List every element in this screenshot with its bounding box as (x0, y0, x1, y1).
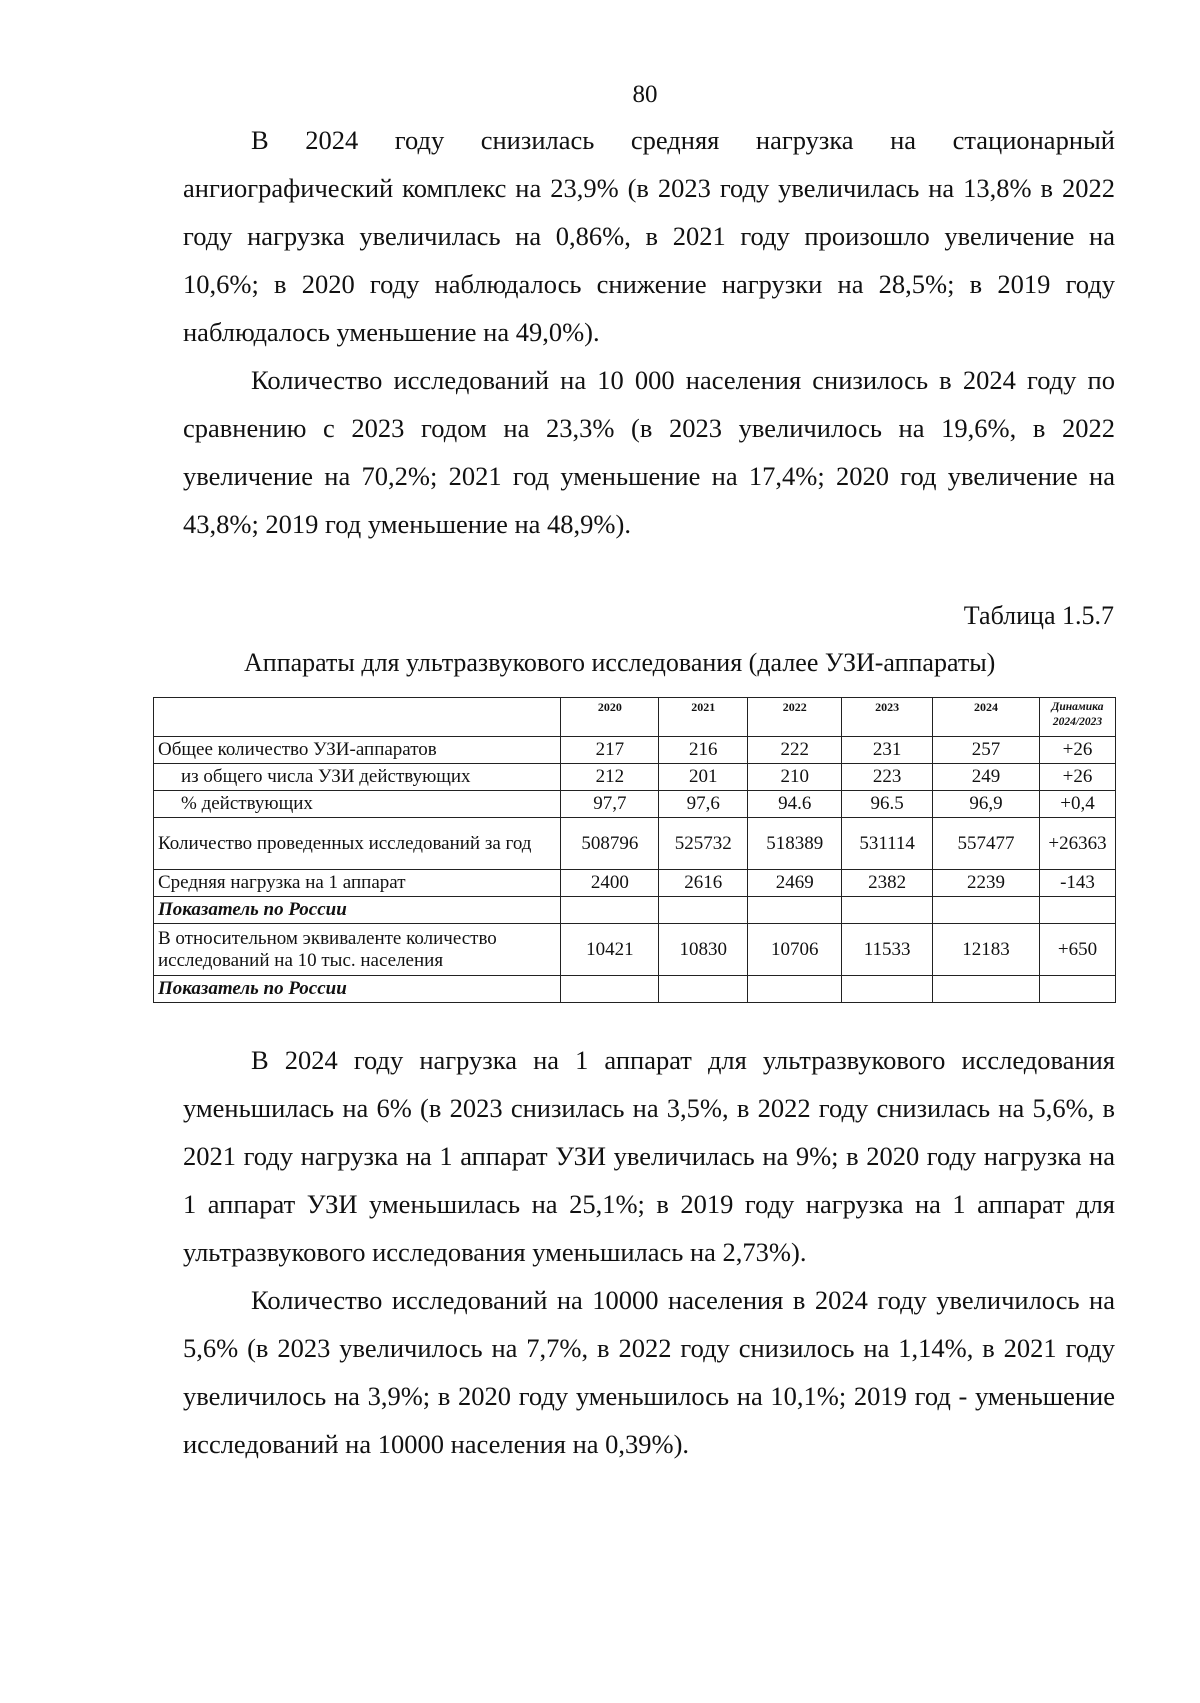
row-label: % действующих (154, 791, 561, 818)
cell-2024 (933, 897, 1040, 924)
cell-2020: 10421 (561, 924, 659, 976)
paragraph-ultrasound-load: В 2024 году нагрузка на 1 аппарат для ультразвукового исследования уменьшилась на 6% (в 2023 снизилась на 3,5%, в 2022 году снизилась на 5,6%, в 2021 году нагрузка на 1 аппарат УЗИ увеличилась на 9%; в 2020 году нагрузка на 1 аппарат УЗИ уменьшилась на 25,1%; в 2019 году нагрузка на 1 аппарат для ультразвукового исследования уменьшилась на 2,73%). (183, 1045, 1115, 1267)
cell-2021: 10830 (659, 924, 748, 976)
header-2024: 2024 (933, 698, 1040, 737)
cell-dynamics: +650 (1039, 924, 1115, 976)
row-label-russia: Показатель по России (154, 976, 561, 1003)
cell-2021: 216 (659, 737, 748, 764)
cell-2023: 96.5 (842, 791, 933, 818)
table-label: Таблица 1.5.7 (963, 601, 1114, 630)
cell-2024 (933, 976, 1040, 1003)
ultrasound-devices-table (153, 697, 1116, 1003)
body-text-top (183, 116, 1115, 548)
cell-2020: 212 (561, 764, 659, 791)
cell-2022: 10706 (748, 924, 842, 976)
row-label-russia: Показатель по России (154, 897, 561, 924)
header-empty (154, 698, 561, 737)
cell-dynamics: +0,4 (1039, 791, 1115, 818)
cell-2022: 2469 (748, 870, 842, 897)
paragraph-angiography-studies: Количество исследований на 10 000 населения снизилось в 2024 году по сравнению с 2023 годом на 23,3% (в 2023 увеличилось на 19,6%, в 2022 увеличение на 70,2%; 2021 год уменьшение на 17,4%; 2020 год увеличение на 43,8%; 2019 год уменьшение на 48,9%). (183, 365, 1115, 539)
cell-2021: 525732 (659, 818, 748, 870)
table-row (154, 791, 1116, 818)
row-label: Количество проведенных исследований за год (154, 818, 561, 870)
header-2020: 2020 (561, 698, 659, 737)
cell-dynamics: +26 (1039, 737, 1115, 764)
table-row (154, 764, 1116, 791)
row-label: В относительном эквиваленте количество исследований на 10 тыс. населения (154, 924, 561, 976)
cell-2022: 210 (748, 764, 842, 791)
cell-2022 (748, 976, 842, 1003)
cell-2020: 97,7 (561, 791, 659, 818)
cell-2022: 222 (748, 737, 842, 764)
cell-2020: 508796 (561, 818, 659, 870)
table-row (154, 870, 1116, 897)
cell-2023: 531114 (842, 818, 933, 870)
cell-2021 (659, 897, 748, 924)
paragraph-angiography-load: В 2024 году снизилась средняя нагрузка на стационарный ангиографический комплекс на 23,9% (в 2023 году увеличилась на 13,8% в 2022 году нагрузка увеличилась на 0,86%, в 2021 году произошло увеличение на 10,6%; в 2020 году наблюдалось снижение нагрузки на 28,5%; в 2019 году наблюдалось уменьшение на 49,0%). (183, 125, 1115, 347)
cell-2024: 2239 (933, 870, 1040, 897)
cell-2022: 518389 (748, 818, 842, 870)
cell-2023 (842, 897, 933, 924)
cell-dynamics: +26 (1039, 764, 1115, 791)
cell-2024: 249 (933, 764, 1040, 791)
header-2022: 2022 (748, 698, 842, 737)
cell-2024: 257 (933, 737, 1040, 764)
table-row (154, 897, 1116, 924)
cell-2020 (561, 897, 659, 924)
cell-2022 (748, 897, 842, 924)
table-row (154, 924, 1116, 976)
header-2023: 2023 (842, 698, 933, 737)
cell-2023 (842, 976, 933, 1003)
cell-2024: 12183 (933, 924, 1040, 976)
header-dynamics: Динамика 2024/2023 (1039, 698, 1115, 737)
table-header-row (154, 698, 1116, 737)
page-number: 80 (632, 81, 658, 108)
cell-dynamics (1039, 976, 1115, 1003)
cell-2020 (561, 976, 659, 1003)
cell-dynamics: +26363 (1039, 818, 1115, 870)
cell-dynamics (1039, 897, 1115, 924)
cell-2023: 11533 (842, 924, 933, 976)
cell-2022: 94.6 (748, 791, 842, 818)
cell-2021: 201 (659, 764, 748, 791)
body-text-bottom (183, 1036, 1115, 1468)
cell-dynamics: -143 (1039, 870, 1115, 897)
cell-2023: 223 (842, 764, 933, 791)
header-2021: 2021 (659, 698, 748, 737)
cell-2023: 231 (842, 737, 933, 764)
cell-2020: 217 (561, 737, 659, 764)
table-row (154, 737, 1116, 764)
cell-2021: 2616 (659, 870, 748, 897)
table-caption: Аппараты для ультразвукового исследования (далее УЗИ-аппараты) (244, 648, 996, 677)
paragraph-ultrasound-studies: Количество исследований на 10000 населения в 2024 году увеличилось на 5,6% (в 2023 увеличилось на 7,7%, в 2022 году снизилось на 1,14%, в 2021 году увеличилось на 3,9%; в 2020 году уменьшилось на 10,1%; 2019 год - уменьшение исследований на 10000 населения на 0,39%). (183, 1285, 1115, 1459)
cell-2024: 557477 (933, 818, 1040, 870)
cell-2021 (659, 976, 748, 1003)
cell-2021: 97,6 (659, 791, 748, 818)
row-label: из общего числа УЗИ действующих (154, 764, 561, 791)
row-label: Общее количество УЗИ-аппаратов (154, 737, 561, 764)
table-row (154, 976, 1116, 1003)
row-label: Средняя нагрузка на 1 аппарат (154, 870, 561, 897)
cell-2023: 2382 (842, 870, 933, 897)
table-row (154, 818, 1116, 870)
cell-2020: 2400 (561, 870, 659, 897)
cell-2024: 96,9 (933, 791, 1040, 818)
